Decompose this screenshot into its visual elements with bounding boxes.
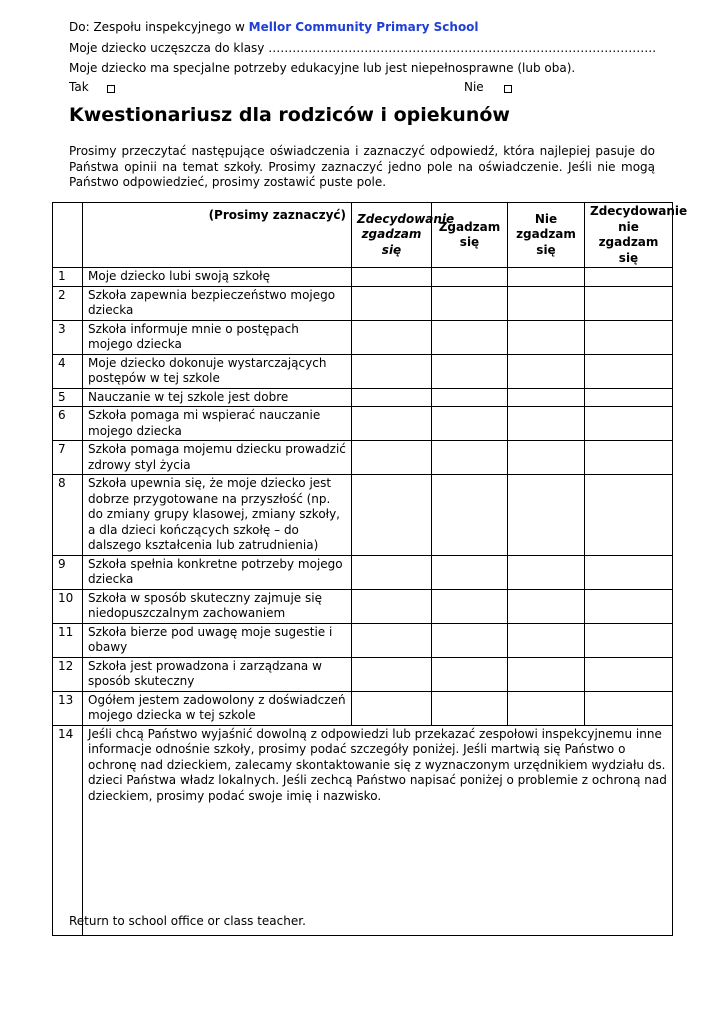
agree-cell[interactable] xyxy=(432,320,508,354)
row-number: 13 xyxy=(53,691,83,725)
col-strongly-disagree: Zdecydowanie nie zgadzam się xyxy=(585,203,673,268)
agree-cell[interactable] xyxy=(432,555,508,589)
sen-statement: Moje dziecko ma specjalne potrzeby edukacyjne lub jest niepełnosprawne (lub oba). xyxy=(69,61,576,75)
row-number: 9 xyxy=(53,555,83,589)
disagree-cell[interactable] xyxy=(508,691,585,725)
agree-cell[interactable] xyxy=(432,268,508,287)
disagree-cell[interactable] xyxy=(508,589,585,623)
table-row xyxy=(53,589,673,623)
class-line: Moje dziecko uczęszcza do klasy ……………………………………………………………………………………. xyxy=(69,41,657,55)
no-label: Nie xyxy=(464,80,484,94)
strongly-agree-cell[interactable] xyxy=(352,320,432,354)
row-number: 10 xyxy=(53,589,83,623)
page-title: Kwestionariusz dla rodziców i opiekunów xyxy=(69,104,510,126)
strongly-agree-cell[interactable] xyxy=(352,691,432,725)
strongly-agree-cell[interactable] xyxy=(352,475,432,556)
intro-text: Prosimy przeczytać następujące oświadczenia i zaznaczyć odpowiedź, która najlepiej pasuje do Państwa opinii na temat szkoły. Prosimy zaznaczyć jedno pole na oświadczenie. Jeśli nie mogą Państwo odpowiedzieć, prosimy zostawić puste pole. xyxy=(69,144,655,189)
disagree-cell[interactable] xyxy=(508,388,585,407)
agree-cell[interactable] xyxy=(432,441,508,475)
header-empty-cell xyxy=(53,203,83,268)
strongly-agree-cell[interactable] xyxy=(352,657,432,691)
table-row xyxy=(53,320,673,354)
disagree-cell[interactable] xyxy=(508,320,585,354)
strongly-disagree-cell[interactable] xyxy=(585,441,673,475)
no-checkbox[interactable] xyxy=(504,85,512,93)
recipient-line xyxy=(69,20,479,34)
row-number: 5 xyxy=(53,388,83,407)
recipient-prefix: Do: Zespołu inspekcyjnego w xyxy=(69,20,249,34)
strongly-agree-cell[interactable] xyxy=(352,407,432,441)
row-number: 7 xyxy=(53,441,83,475)
statement-text: Moje dziecko lubi swoją szkołę xyxy=(83,268,352,287)
row-number: 12 xyxy=(53,657,83,691)
disagree-cell[interactable] xyxy=(508,475,585,556)
col-strongly-agree: Zdecydowanie zgadzam się xyxy=(352,203,432,268)
table-row xyxy=(53,691,673,725)
statement-text: Nauczanie w tej szkole jest dobre xyxy=(83,388,352,407)
strongly-agree-cell[interactable] xyxy=(352,589,432,623)
strongly-agree-cell[interactable] xyxy=(352,441,432,475)
table-row xyxy=(53,657,673,691)
agree-cell[interactable] xyxy=(432,354,508,388)
strongly-agree-cell[interactable] xyxy=(352,555,432,589)
strongly-agree-cell[interactable] xyxy=(352,286,432,320)
comments-prompt: Jeśli chcą Państwo wyjaśnić dowolną z odpowiedzi lub przekazać zespołowi inspekcyjnemu inne informacje odnośnie szkoły, prosimy podać szczegóły poniżej. Jeśli martwią się Państwo o ochronę nad dzieckiem, zalecamy skontaktowanie się z wyznaczonym urzędnikiem wydziału ds. dzieci Państwa władz lokalnych. Jeśli zechcą Państwo napisać poniżej o problemie z ochroną nad dzieckiem, prosimy podać swoje imię i nazwisko. xyxy=(88,726,667,803)
agree-cell[interactable] xyxy=(432,388,508,407)
table-row xyxy=(53,623,673,657)
statement-text: Szkoła zapewnia bezpieczeństwo mojego dziecka xyxy=(83,286,352,320)
strongly-disagree-cell[interactable] xyxy=(585,354,673,388)
disagree-cell[interactable] xyxy=(508,286,585,320)
statement-text: Szkoła pomaga mi wspierać nauczanie mojego dziecka xyxy=(83,407,352,441)
strongly-disagree-cell[interactable] xyxy=(585,286,673,320)
col-agree: Zgadzam się xyxy=(432,203,508,268)
strongly-disagree-cell[interactable] xyxy=(585,407,673,441)
strongly-agree-cell[interactable] xyxy=(352,623,432,657)
statement-text: Szkoła spełnia konkretne potrzeby mojego dziecka xyxy=(83,555,352,589)
yes-label: Tak xyxy=(69,80,89,94)
table-row xyxy=(53,475,673,556)
table-row xyxy=(53,555,673,589)
statement-text: Moje dziecko dokonuje wystarczających postępów w tej szkole xyxy=(83,354,352,388)
statement-text: Szkoła upewnia się, że moje dziecko jest dobrze przygotowane na przyszłość (np. do zmiany grupy klasowej, zmiany szkoły, a dla dzieci kończących szkołę – do dalszego kształcenia lub zatrudnienia) xyxy=(83,475,352,556)
comments-field[interactable] xyxy=(83,725,673,935)
agree-cell[interactable] xyxy=(432,657,508,691)
questionnaire-table xyxy=(52,202,688,936)
footer-note: Return to school office or class teacher. xyxy=(69,914,306,928)
strongly-disagree-cell[interactable] xyxy=(585,475,673,556)
disagree-cell[interactable] xyxy=(508,268,585,287)
strongly-agree-cell[interactable] xyxy=(352,388,432,407)
statement-text: Szkoła informuje mnie o postępach mojego dziecka xyxy=(83,320,352,354)
strongly-disagree-cell[interactable] xyxy=(585,555,673,589)
statement-text: Ogółem jestem zadowolony z doświadczeń mojego dziecka w tej szkole xyxy=(83,691,352,725)
row-number: 4 xyxy=(53,354,83,388)
disagree-cell[interactable] xyxy=(508,555,585,589)
agree-cell[interactable] xyxy=(432,475,508,556)
table-row-comments xyxy=(53,725,673,935)
statement-text: Szkoła jest prowadzona i zarządzana w sposób skuteczny xyxy=(83,657,352,691)
strongly-disagree-cell[interactable] xyxy=(585,320,673,354)
agree-cell[interactable] xyxy=(432,407,508,441)
row-number: 6 xyxy=(53,407,83,441)
row-number: 2 xyxy=(53,286,83,320)
statement-text: Szkoła bierze pod uwagę moje sugestie i obawy xyxy=(83,623,352,657)
table-row xyxy=(53,388,673,407)
statement-text: Szkoła pomaga mojemu dziecku prowadzić zdrowy styl życia xyxy=(83,441,352,475)
strongly-disagree-cell[interactable] xyxy=(585,691,673,725)
statement-text: Szkoła w sposób skuteczny zajmuje się niedopuszczalnym zachowaniem xyxy=(83,589,352,623)
row-number: 14 xyxy=(53,725,83,935)
disagree-cell[interactable] xyxy=(508,441,585,475)
table-row xyxy=(53,441,673,475)
table-row xyxy=(53,286,673,320)
col-disagree: Nie zgadzam się xyxy=(508,203,585,268)
row-number: 8 xyxy=(53,475,83,556)
agree-cell[interactable] xyxy=(432,623,508,657)
table-row xyxy=(53,354,673,388)
table-row xyxy=(53,407,673,441)
table-body xyxy=(53,268,673,726)
strongly-disagree-cell[interactable] xyxy=(585,388,673,407)
disagree-cell[interactable] xyxy=(508,657,585,691)
strongly-disagree-cell[interactable] xyxy=(585,589,673,623)
strongly-agree-cell[interactable] xyxy=(352,268,432,287)
disagree-cell[interactable] xyxy=(508,623,585,657)
agree-cell[interactable] xyxy=(432,589,508,623)
row-number: 3 xyxy=(53,320,83,354)
yes-checkbox[interactable] xyxy=(107,85,115,93)
strongly-disagree-cell[interactable] xyxy=(585,657,673,691)
disagree-cell[interactable] xyxy=(508,407,585,441)
agree-cell[interactable] xyxy=(432,691,508,725)
school-name: Mellor Community Primary School xyxy=(248,20,479,34)
strongly-disagree-cell[interactable] xyxy=(585,268,673,287)
table-row xyxy=(53,268,673,287)
row-number: 11 xyxy=(53,623,83,657)
disagree-cell[interactable] xyxy=(508,354,585,388)
strongly-agree-cell[interactable] xyxy=(352,354,432,388)
instruction-header: (Prosimy zaznaczyć) xyxy=(83,203,352,268)
strongly-disagree-cell[interactable] xyxy=(585,623,673,657)
row-number: 1 xyxy=(53,268,83,287)
agree-cell[interactable] xyxy=(432,286,508,320)
